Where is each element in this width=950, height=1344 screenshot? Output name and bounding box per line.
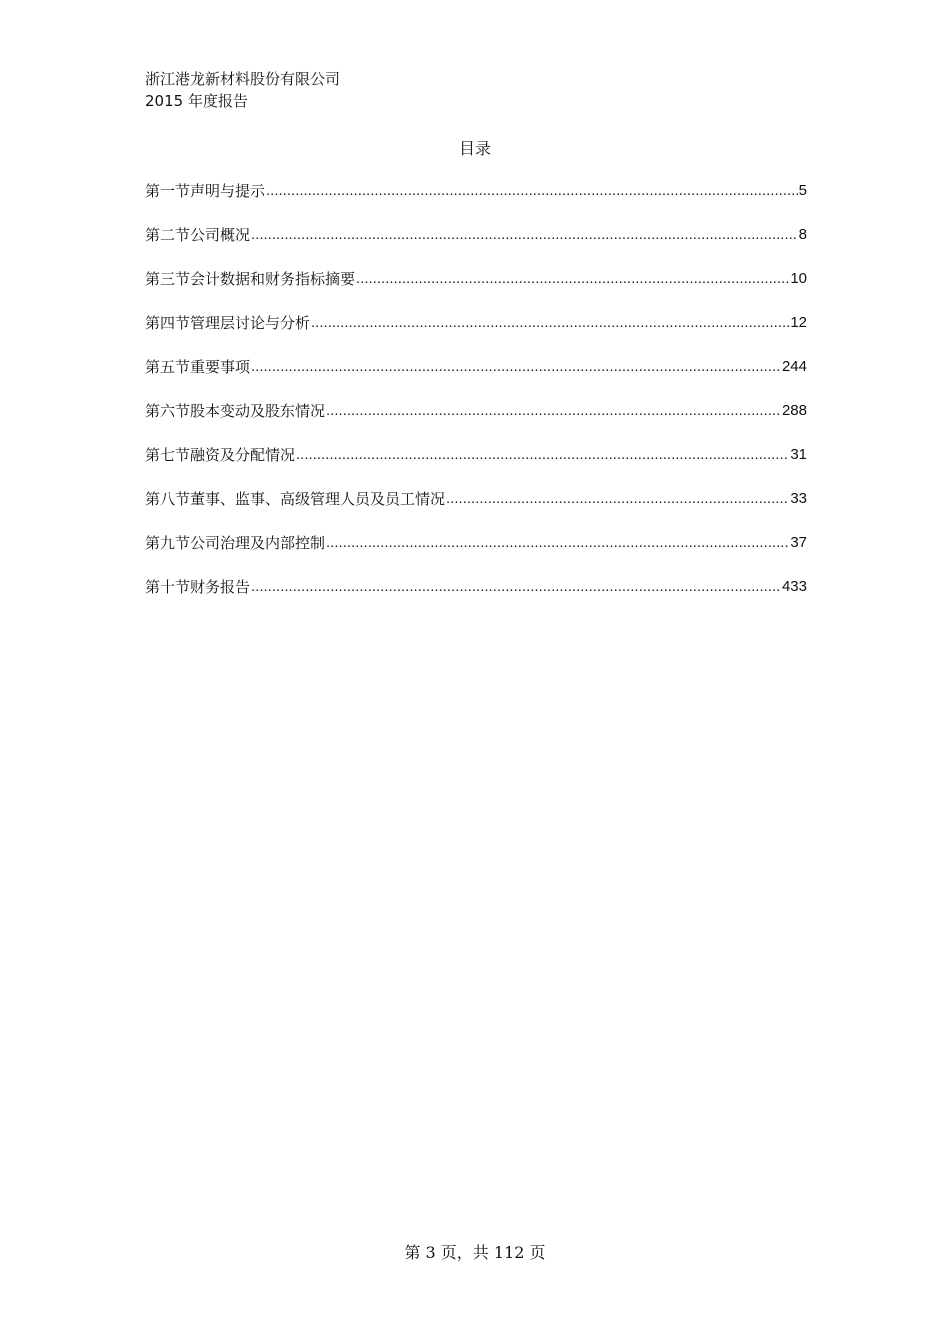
- toc-entry[interactable]: [145, 444, 807, 488]
- toc-entry[interactable]: [145, 576, 807, 620]
- toc-entry[interactable]: [145, 356, 807, 400]
- toc-entry[interactable]: [145, 268, 807, 312]
- toc-entry[interactable]: [145, 400, 807, 444]
- toc-entry-label: 第一节声明与提示: [145, 182, 266, 200]
- company-name: 浙江港龙新材料股份有限公司: [145, 70, 341, 88]
- toc-entry-label: 第四节管理层讨论与分析: [145, 314, 311, 332]
- toc-leader-dots: [326, 400, 781, 422]
- report-title: 2015 年度报告: [145, 92, 248, 110]
- toc-entry-label: 第十节财务报告: [145, 578, 251, 596]
- toc-entry-page: 8: [798, 226, 807, 243]
- toc-entry-label: 第八节董事、监事、高级管理人员及员工情况: [145, 490, 446, 508]
- toc-entry-page: 12: [790, 314, 807, 331]
- toc-leader-dots: [251, 576, 781, 598]
- toc-leader-dots: [311, 312, 789, 334]
- toc-entry[interactable]: [145, 488, 807, 532]
- toc-leader-dots: [446, 488, 789, 510]
- toc-entry-page: 31: [790, 446, 807, 463]
- toc-entry-page: 5: [798, 182, 807, 199]
- table-of-contents: [145, 180, 807, 620]
- toc-entry-page: 288: [781, 402, 807, 419]
- toc-entry-page: 37: [790, 534, 807, 551]
- toc-leader-dots: [356, 268, 789, 290]
- toc-entry[interactable]: [145, 180, 807, 224]
- toc-entry-page: 244: [781, 358, 807, 375]
- toc-leader-dots: [296, 444, 789, 466]
- toc-leader-dots: [266, 180, 798, 202]
- toc-entry-label: 第三节会计数据和财务指标摘要: [145, 270, 356, 288]
- toc-entry-label: 第九节公司治理及内部控制: [145, 534, 326, 552]
- toc-entry-label: 第七节融资及分配情况: [145, 446, 296, 464]
- toc-entry-page: 433: [781, 578, 807, 595]
- page-header: [145, 68, 340, 112]
- toc-entry[interactable]: [145, 312, 807, 356]
- toc-entry-label: 第五节重要事项: [145, 358, 251, 376]
- toc-entry[interactable]: [145, 532, 807, 576]
- toc-entry[interactable]: [145, 224, 807, 268]
- toc-title: 目录: [458, 139, 491, 158]
- toc-leader-dots: [251, 224, 798, 246]
- toc-leader-dots: [251, 356, 781, 378]
- toc-leader-dots: [326, 532, 789, 554]
- toc-entry-label: 第六节股本变动及股东情况: [145, 402, 326, 420]
- toc-entry-page: 10: [790, 270, 807, 287]
- toc-entry-label: 第二节公司概况: [145, 226, 251, 244]
- page-footer: 第 3 页，共 112 页: [404, 1243, 546, 1262]
- toc-entry-page: 33: [790, 490, 807, 507]
